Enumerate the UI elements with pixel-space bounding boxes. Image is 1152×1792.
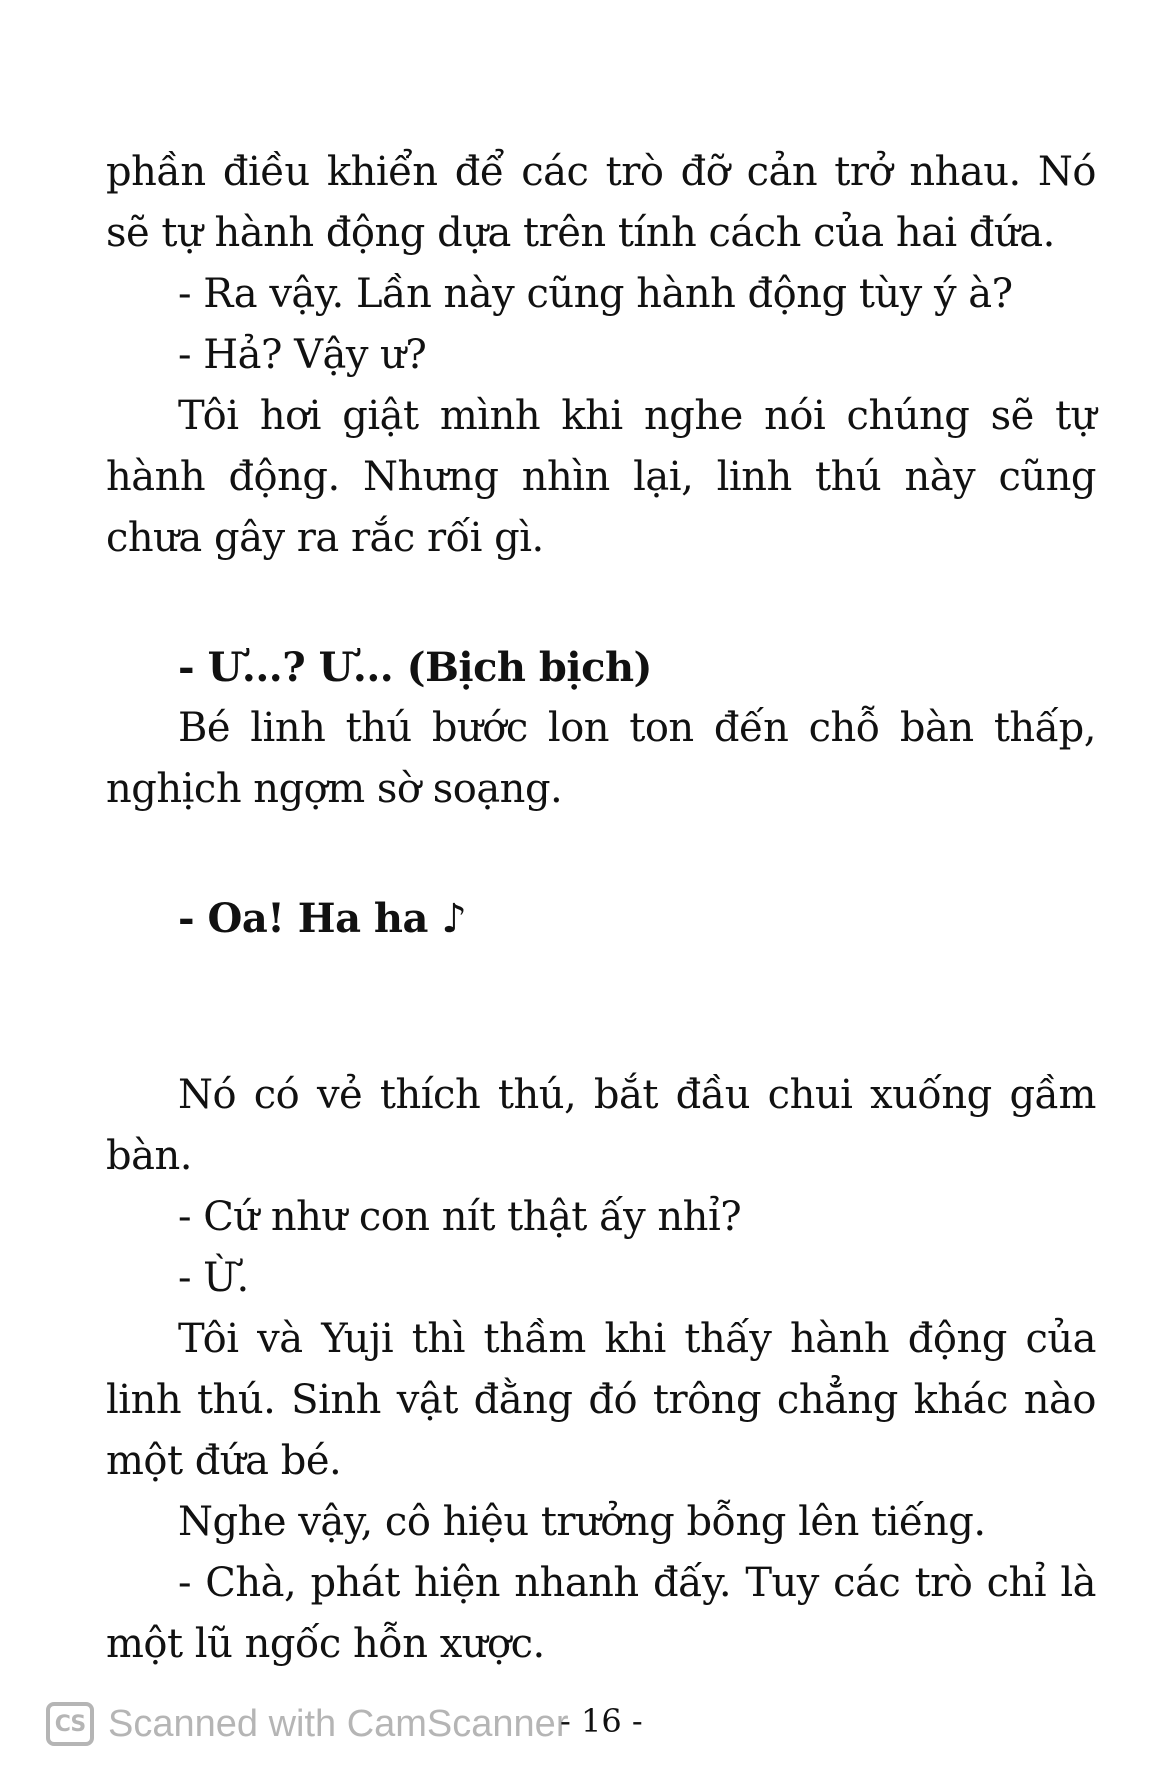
paragraph-narration: Bé linh thú bước lon ton đến chỗ bàn thấp, nghịch ngợm sờ soạng. [106,705,1096,812]
paragraph-1: phần điều khiển để các trò đỡ cản trở nhau. Nó sẽ tự hành động dựa trên tính cách của hai đứa. [106,149,1096,256]
paragraph-narration: Nó có vẻ thích thú, bắt đầu chui xuống gầm bàn. [106,1072,1096,1179]
bold-dialogue-line: - Ư...? Ư... (Bịch bịch) [178,644,652,691]
dialogue-line: - Chà, phát hiện nhanh đấy. Tuy các trò chỉ là một lũ ngốc hỗn xược. [106,1560,1096,1667]
bold-dialogue-line: - Oa! Ha ha ♪ [178,895,467,942]
paragraph-narration: Nghe vậy, cô hiệu trưởng bỗng lên tiếng. [178,1499,986,1545]
dialogue-line: - Hả? Vậy ư? [178,332,427,378]
dialogue-line: - Ra vậy. Lần này cũng hành động tùy ý à? [178,271,1013,317]
paragraph-narration: Tôi hơi giật mình khi nghe nói chúng sẽ tự hành động. Nhưng nhìn lại, linh thú này cũng chưa gây ra rắc rối gì. [106,393,1096,561]
page-body [106,142,1096,1675]
page-number: - 16 - [560,1702,643,1740]
dialogue-line: - Ừ. [178,1255,249,1301]
camscanner-watermark [46,1702,568,1746]
camscanner-logo-icon: CS [46,1702,94,1746]
paragraph-narration: Tôi và Yuji thì thầm khi thấy hành động của linh thú. Sinh vật đằng đó trông chẳng khác nào một đứa bé. [106,1316,1096,1484]
watermark-text: Scanned with CamScanner [108,1702,569,1745]
dialogue-line: - Cứ như con nít thật ấy nhỉ? [178,1194,742,1240]
